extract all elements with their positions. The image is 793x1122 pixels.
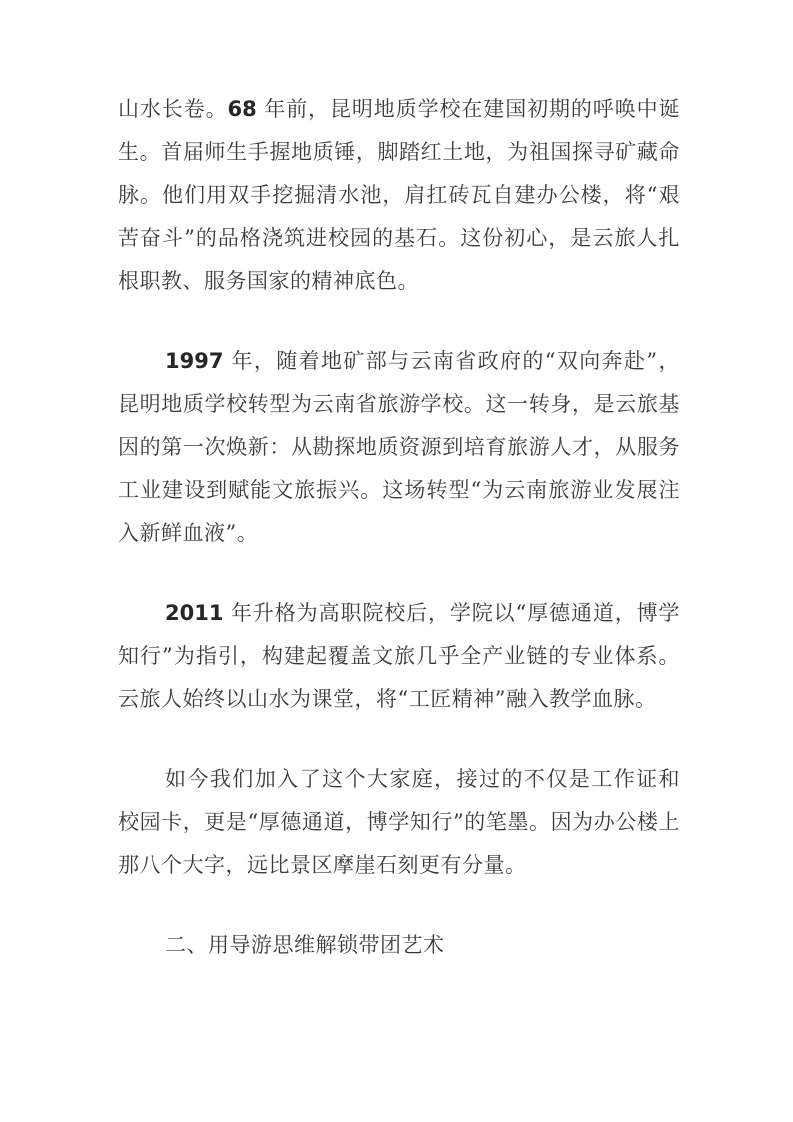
body-text: 年升格为高职院校后，学院以“厚德通道，博学知行”为指引，构建起覆盖文旅几乎全产业链的专业体系。云旅人始终以山水为课堂，将“工匠精神”融入教学血脉。 bbox=[118, 601, 680, 711]
section-heading: 二、用导游思维解锁带团艺术 bbox=[165, 933, 445, 957]
paragraph-1 bbox=[118, 88, 680, 303]
body-text: 如今我们加入了这个大家庭，接过的不仅是工作证和校园卡，更是“厚德通道，博学知行”的笔墨。因为办公楼上那八个大字，远比景区摩崖石刻更有分量。 bbox=[118, 767, 680, 877]
paragraph-2 bbox=[118, 340, 680, 555]
paragraph-4 bbox=[118, 758, 680, 887]
paragraphs bbox=[118, 88, 680, 887]
paragraph-3 bbox=[118, 592, 680, 721]
numeric-text: 1997 bbox=[165, 349, 224, 373]
numeric-text: 68 bbox=[227, 97, 257, 121]
body-text: 年前，昆明地质学校在建国初期的呼唤中诞生。首届师生手握地质锤，脚踏红土地，为祖国探寻矿藏命脉。他们用双手挖掘清水池，肩扛砖瓦自建办公楼，将“艰苦奋斗”的品格浇筑进校园的基石。这份初心，是云旅人扎根职教、服务国家的精神底色。 bbox=[118, 97, 680, 293]
body-text: 山水长卷。 bbox=[118, 97, 228, 121]
document-body bbox=[118, 88, 680, 967]
body-text: 年，随着地矿部与云南省政府的“双向奔赴”，昆明地质学校转型为云南省旅游学校。这一转身，是云旅基因的第一次焕新：从勘探地质资源到培育旅游人才，从服务工业建设到赋能文旅振兴。这场转型“为云南旅游业发展注入新鲜血液”。 bbox=[118, 349, 680, 545]
numeric-text: 2011 bbox=[165, 601, 224, 625]
